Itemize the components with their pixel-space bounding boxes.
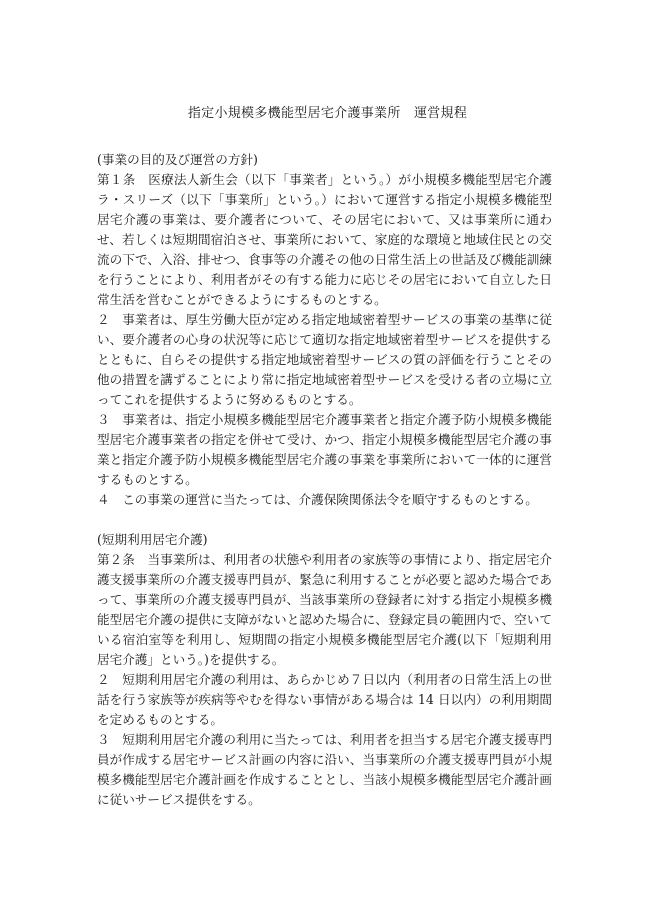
document-page bbox=[97, 104, 552, 810]
article-1-paragraph-1: 第１条 医療法人新生会（以下「事業者」という。）が小規模多機能型居宅介護ラ・スリーズ（以下「事業所」という。）において運営する指定小規模多機能型居宅介護の事業は、要介護者について、その居宅において、又は事業所に通わせ、若しくは短期間宿泊させ、事業所において、家庭的な環境と地域住民との交流の下で、入浴、排せつ、食事等の介護その他の日常生活上の世話及び機能訓練を行うことにより、利用者がその有する能力に応じその居宅において自立した日常生活を営むことができるようにするものとする。 bbox=[97, 172, 552, 307]
article-1-paragraph-3: ３ 事業者は、指定小規模多機能型居宅介護事業者と指定介護予防小規模多機能型居宅介護事業者の指定を併せて受け、かつ、指定小規模多機能型居宅介護の事業と指定介護予防小規模多機能型居宅介護の事業を事業所において一体的に運営するものとする。 bbox=[97, 412, 552, 487]
article-1-paragraph-4: ４ この事業の運営に当たっては、介護保険関係法令を順守するものとする。 bbox=[97, 492, 538, 507]
section-purpose-and-policy bbox=[97, 150, 552, 510]
article-2-paragraph-3: ３ 短期利用居宅介護の利用に当たっては、利用者を担当する居宅介護支援専門員が作成する居宅サービス計画の内容に沿い、当事業所の介護支援専門員が小規模多機能型居宅介護計画を作成することとし、当該小規模多機能型居宅介護計画に従いサービス提供をする。 bbox=[97, 732, 552, 807]
section-heading: (短期利用居宅介護) bbox=[97, 532, 208, 547]
article-1-paragraph-2: ２ 事業者は、厚生労働大臣が定める指定地域密着型サービスの事業の基準に従い、要介護者の心身の状況等に応じて適切な指定地域密着型サービスを提供するとともに、自らその提供する指定地域密着型サービスの質の評価を行うことその他の措置を講ずることにより常に指定地域密着型サービスを受ける者の立場に立ってこれを提供するように努めるものとする。 bbox=[97, 312, 552, 407]
section-short-term-care bbox=[97, 530, 552, 810]
article-2-paragraph-2: ２ 短期利用居宅介護の利用は、あらかじめ７日以内（利用者の日常生活上の世話を行う家族等が疾病等やむを得ない事情がある場合は 14 日以内）の利用期間を定めるものとする。 bbox=[97, 672, 552, 727]
section-heading: (事業の目的及び運営の方針) bbox=[97, 152, 258, 167]
section-spacer bbox=[97, 510, 552, 530]
document-title: 指定小規模多機能型居宅介護事業所 運営規程 bbox=[187, 106, 468, 121]
article-2-paragraph-1: 第２条 当事業所は、利用者の状態や利用者の家族等の事情により、指定居宅介護支援事業所の介護支援専門員が、緊急に利用することが必要と認めた場合であって、事業所の介護支援専門員が、当該事業所の登録者に対する指定小規模多機能型居宅介護の提供に支障がないと認めた場合に、登録定員の範囲内で、空いている宿泊室等を利用し、短期間の指定小規模多機能型居宅介護(以下「短期利用居宅介護」という。)を提供する。 bbox=[97, 552, 552, 667]
